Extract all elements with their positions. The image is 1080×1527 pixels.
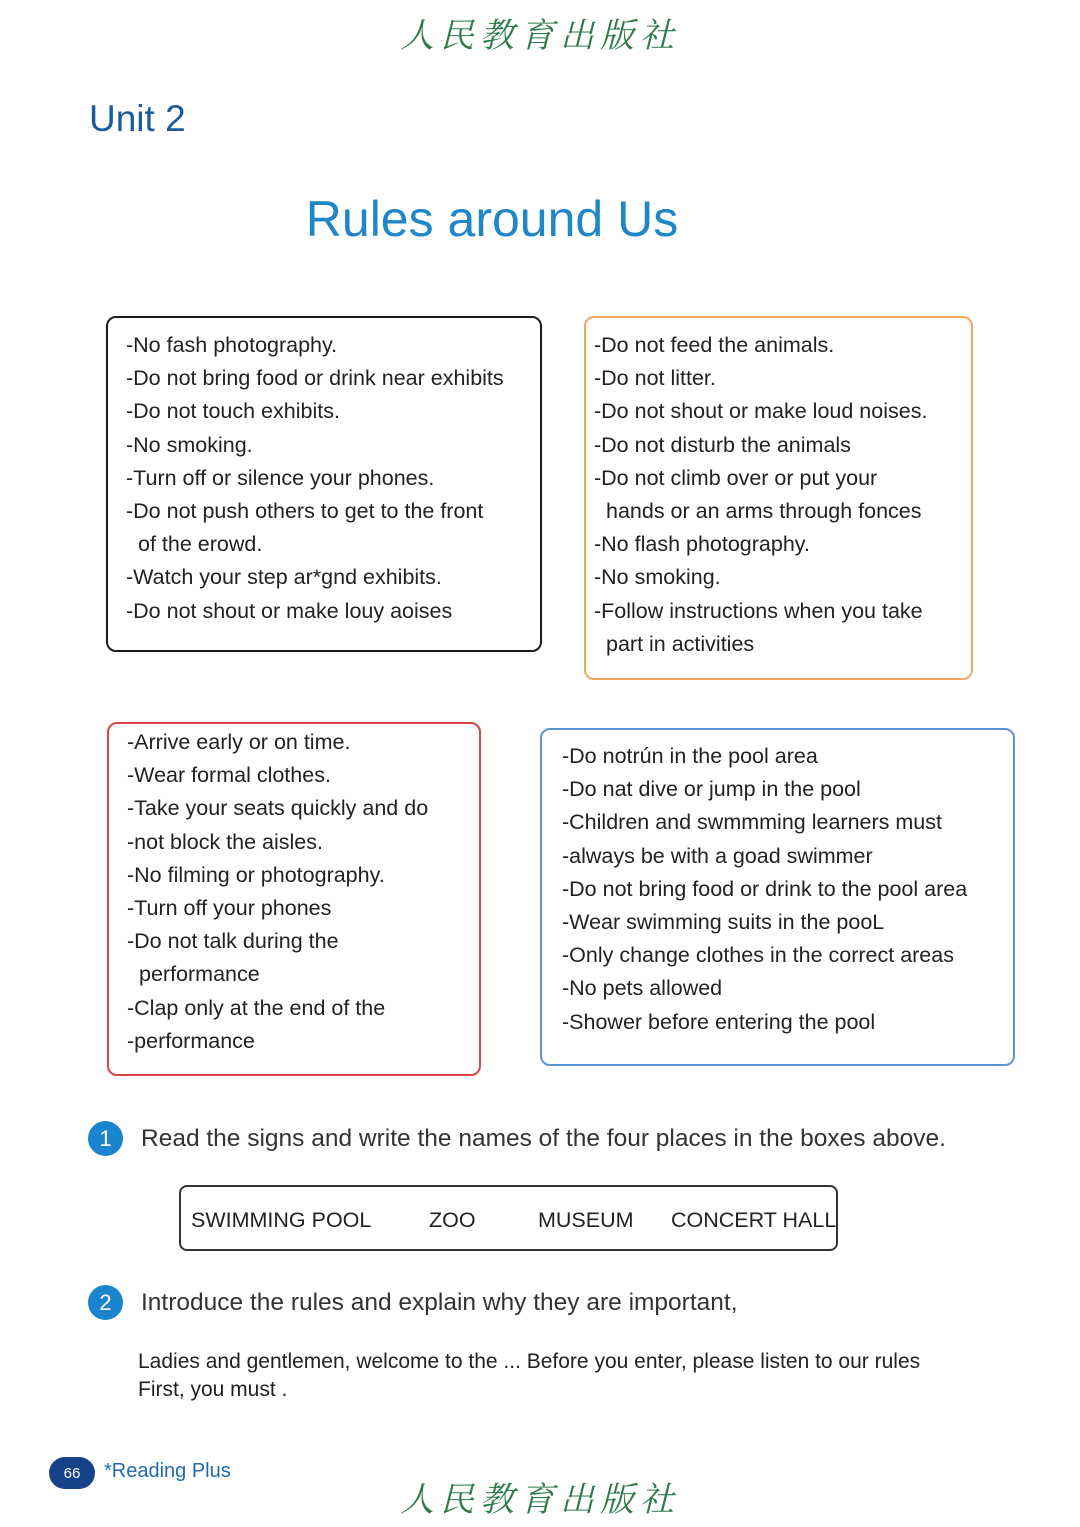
word-bank-item: MUSEUM — [538, 1208, 634, 1232]
rule-line: part in activities — [606, 631, 755, 656]
intro-line: First, you must . — [138, 1378, 288, 1401]
rule-line: -not block the aisles. — [127, 829, 323, 854]
task-1 — [88, 1121, 1048, 1156]
rule-line: -Turn off or silence your phones. — [126, 465, 435, 490]
rule-line: -Do not disturb the animals — [594, 432, 851, 457]
task-1-instruction: Read the signs and write the names of the four places in the boxes above. — [141, 1124, 946, 1152]
task-2 — [88, 1285, 1048, 1320]
rule-line: -No fash photography. — [126, 333, 338, 357]
task-number-badge: 2 — [88, 1285, 123, 1320]
rules-box-zoo — [584, 316, 973, 680]
rule-line: -Do not push others to get to the front — [126, 499, 484, 524]
publisher-logo-top: 人民教育出版社 — [400, 16, 680, 56]
rule-line: hands or an arms through fonces — [606, 499, 922, 524]
rule-line: -Shower before entering the pool — [562, 1009, 876, 1034]
unit-label: Unit 2 — [89, 98, 186, 139]
rule-line: -Take your seats quickly and do — [127, 796, 429, 821]
rules-box-swimming-pool — [540, 728, 1015, 1066]
page-number: 66 — [49, 1457, 95, 1489]
rule-line: -Do not shout or make loud noises. — [594, 399, 928, 424]
rule-line: -Turn off your phones — [127, 896, 332, 921]
word-bank-item: SWIMMING POOL — [191, 1208, 372, 1232]
word-bank-item: ZOO — [429, 1208, 476, 1232]
rule-line: -Do not feed the animals. — [594, 333, 835, 357]
rule-line: -No flash photography. — [594, 532, 810, 557]
rule-line: -Only change clothes in the correct areas — [562, 943, 954, 968]
rule-line: -Do notrún in the pool area — [562, 744, 818, 768]
rule-line: of the erowd. — [138, 532, 263, 557]
task-2-instruction: Introduce the rules and explain why they are important, — [141, 1288, 738, 1316]
rule-line: -Do not touch exhibits. — [126, 399, 340, 424]
rule-line: -Follow instructions when you take — [594, 598, 923, 623]
rule-line: -Arrive early or on time. — [127, 730, 351, 754]
rule-line: -Do nat dive or jump in the pool — [562, 777, 861, 802]
rule-line: -Wear formal clothes. — [127, 763, 331, 788]
rule-line: -No pets allowed — [562, 976, 723, 1001]
rule-line: -Do not bring food or drink to the pool area — [562, 876, 968, 901]
rule-line: -No smoking. — [594, 565, 721, 590]
rule-line: -Do not shout or make louy aoises — [126, 598, 453, 623]
rule-line: -always be with a goad swimmer — [562, 843, 873, 868]
rule-line: -performance — [127, 1028, 255, 1053]
rule-line: -Do not litter. — [594, 366, 716, 391]
intro-line: Ladies and gentlemen, welcome to the ... Before you enter, please listen to our rules — [138, 1350, 921, 1373]
rule-line: -No filming or photography. — [127, 862, 385, 887]
rules-box-concert-hall — [107, 722, 481, 1076]
rule-line: -Watch your step ar*gnd exhibits. — [126, 565, 442, 590]
footer-label: *Reading Plus — [104, 1460, 231, 1482]
rule-line: -Wear swimming suits in the pooL — [562, 910, 885, 935]
publisher-logo-bottom: 人民教育出版社 — [400, 1480, 680, 1520]
rule-line: -Clap only at the end of the — [127, 995, 386, 1020]
rule-line: -Do not talk during the — [127, 929, 339, 954]
rule-line: -Children and swmmming learners must — [562, 810, 942, 835]
word-bank-item: CONCERT HALL — [671, 1208, 837, 1232]
page-title: Rules around Us — [305, 191, 679, 247]
rule-line: -Do not climb over or put your — [594, 465, 878, 490]
rule-line: performance — [139, 962, 260, 987]
intro-text — [138, 1348, 920, 1404]
rule-line: -No smoking. — [126, 432, 253, 457]
rules-box-museum — [106, 316, 542, 652]
task-number-badge: 1 — [88, 1121, 123, 1156]
word-bank — [179, 1185, 838, 1251]
rule-line: -Do not bring food or drink near exhibits — [126, 366, 504, 391]
